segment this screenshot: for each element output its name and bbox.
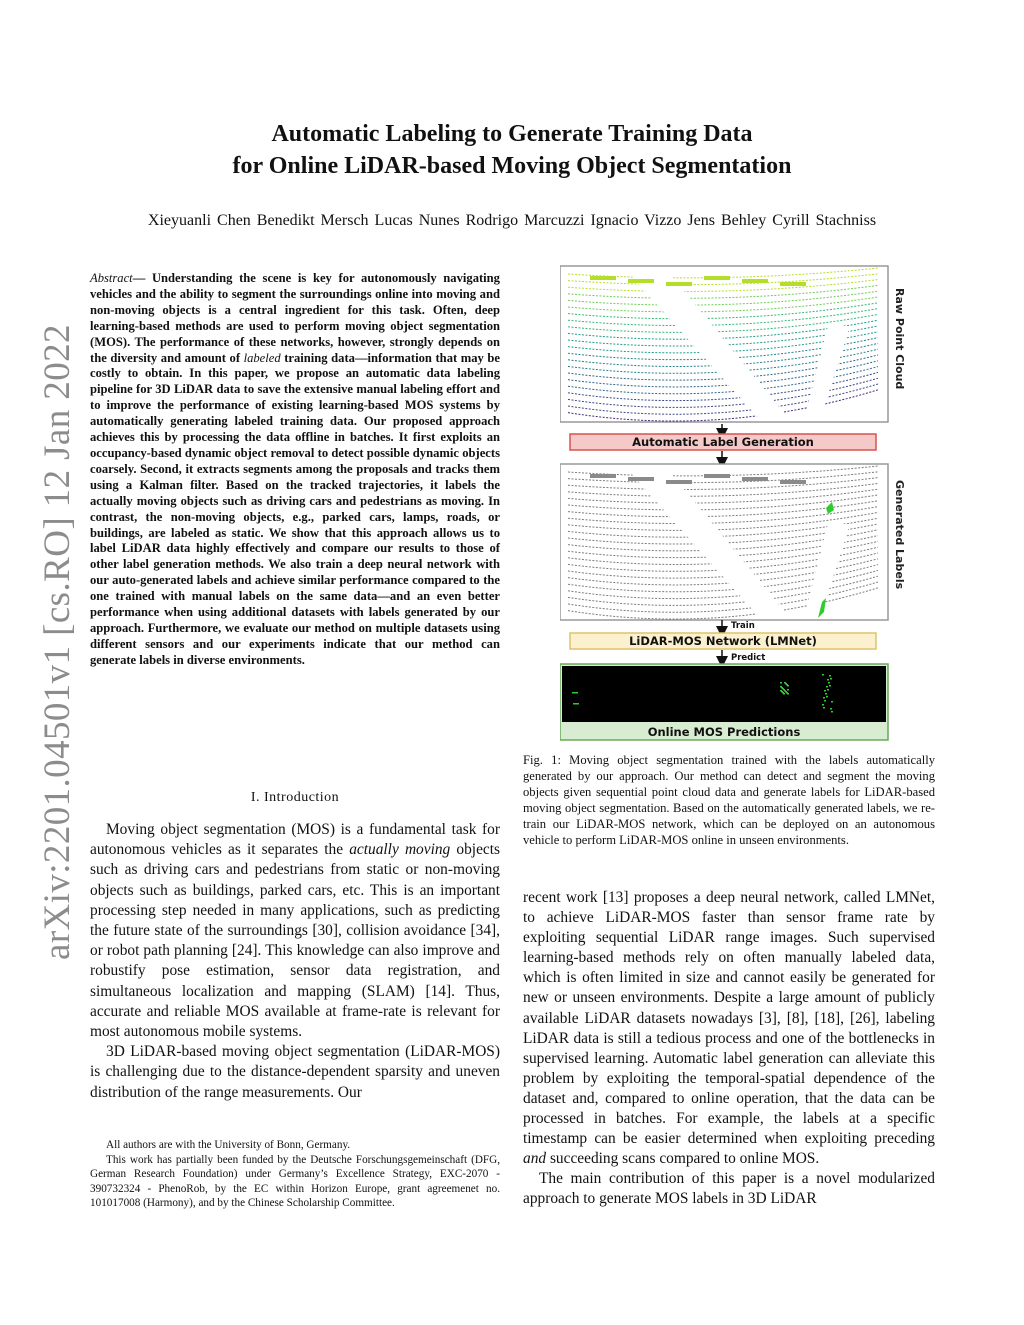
section-heading-introduction: I. Introduction — [250, 790, 340, 805]
right-column-text — [523, 888, 935, 1210]
building-points — [666, 282, 692, 286]
footnote-funding: This work has partially been funded by the Deutsche Forschungsgemeinschaft (DFG, German Research Foundation) under Germany’s Excellence Strategy, EXC-2070 - 390732324 - PhenoRob, by the EC within Horizon Europe, grant agreemenet no. 101017008 (Harmony), and by the Chinese Scholarship Committee. — [90, 1153, 500, 1209]
moving-point — [822, 704, 824, 706]
train-arrow-label: Train — [731, 621, 755, 631]
introduction-text — [90, 820, 500, 1103]
side-label-generated: Generated Labels — [893, 480, 906, 590]
moving-point — [827, 689, 829, 691]
raw-point-cloud-panel — [560, 266, 888, 422]
title-line-2: for Online LiDAR-based Moving Object Segmentation — [232, 153, 792, 179]
moving-point — [787, 689, 789, 691]
lmnet-text: LiDAR-MOS Network (LMNet) — [629, 634, 817, 648]
lmnet-box — [570, 633, 876, 649]
moving-point — [831, 701, 833, 703]
moving-point — [577, 703, 579, 705]
building-points — [590, 276, 616, 280]
side-label-raw: Raw Point Cloud — [893, 288, 906, 390]
moving-point — [825, 693, 827, 695]
intro-p1-emphasis: actually moving — [349, 841, 451, 859]
abstract-emphasis: labeled — [243, 350, 281, 365]
moving-point — [822, 674, 824, 676]
abstract-text-1: Understanding the scene is key for autonomously navigating vehicles and the ability to segment the surroundings online into moving and non-moving objects is a central ingredient for this task. Often, deep learning-based methods are used to perform moving object segmentation (MOS). The performance of these networks, however, strongly depends on the diversity and amount of — [90, 271, 500, 365]
abstract-dash: — — [132, 271, 152, 285]
moving-point — [823, 697, 825, 699]
building-points — [590, 474, 616, 478]
building-points — [704, 276, 730, 280]
intro-paragraph-1 — [90, 820, 500, 1042]
intro-p1-a: Moving object segmentation (MOS) is a fundamental task for autonomous vehicles as it separates the — [90, 821, 500, 859]
arxiv-stamp: arXiv:2201.04501v1 [cs.RO] 12 Jan 2022 — [37, 324, 78, 960]
intro-paragraph-2: 3D LiDAR-based moving object segmentation (LiDAR-MOS) is challenging due to the distance-dependent sparsity and uneven distribution of the range measurements. Our — [90, 1043, 500, 1101]
building-points — [628, 477, 654, 481]
auto-label-text: Automatic Label Generation — [632, 435, 814, 449]
moving-point — [829, 685, 831, 687]
moving-point — [784, 682, 786, 684]
building-points — [742, 279, 768, 283]
intro-p1-b: objects such as driving cars and pedestrians from static or non-moving objects such as buildings, parked cars, etc. This is an important processing step needed in many applications, such as predicting the future state of the surroundings [30], collision avoidance [34], or robot path planning [24]. This knowledge can also improve and robustify pose estimation, sensor data registration, and simultaneous localization and mapping (SLAM) [14]. Thus, accurate and reliable MOS available at frame-rate is relevant for most autonomous mobile systems. — [90, 841, 501, 1041]
moving-point — [827, 679, 829, 681]
moving-point — [575, 703, 577, 705]
building-points — [628, 279, 654, 283]
online-predictions-text: Online MOS Predictions — [647, 725, 801, 739]
moving-point — [574, 692, 576, 694]
moving-point — [780, 690, 782, 692]
building-points — [742, 477, 768, 481]
building-points — [780, 480, 806, 484]
building-points — [666, 480, 692, 484]
figure-caption: Fig. 1: Moving object segmentation trained with the labels automatically generated by our approach. Our method can detect and segment the moving objects given sequential point cloud data and generate labels for LiDAR-based moving object segmentation. Based on the automatically generated labels, we re-train our LiDAR-MOS network, which can be deployed on an autonomous vehicle to perform LiDAR-MOS online in unseen environments. — [523, 753, 935, 847]
paper-title — [90, 118, 934, 182]
moving-point — [576, 692, 578, 694]
abstract-label: Abstract — [90, 271, 133, 285]
right-p1-emphasis: and — [523, 1150, 547, 1168]
online-predictions-panel — [560, 664, 888, 740]
right-paragraph-1 — [523, 888, 935, 1169]
right-p1-a: recent work [13] proposes a deep neural network, called LMNet, to achieve LiDAR-MOS faster than sensor frame rate by exploiting sequential LiDAR range images. Such supervised learning-based methods rely on often manually labeled data, which is often limited in size and cannot easily be generated for new or unseen environments. Despite a large amount of publicly available LiDAR datasets nowadays [3], [8], [18], [26], labeling LiDAR data is still a tedious process and one of the bottlenecks in supervised learning. Automatic label generation can alleviate this problem by exploiting the temporal-spatial dependence of the dataset and, compared to online operation, that the data can be processed in batches. For example, the labels at a specific timestamp can be easier determined when exploiting preceding — [523, 889, 935, 1148]
abstract-text-2: training data—information that may be costly to obtain. In this paper, we propose an automatic data labeling pipeline for 3D LiDAR data to save the extensive manual labeling effort and to improve the performance of existing learning-based MOS systems by automatically generating labeled training data. Our proposed approach achieves this by processing the data offline in batches. It first exploits an occupancy-based dynamic object removal to detect possible dynamic objects coarsely. Second, it extracts segments among the proposals and tracks them using a Kalman filter. Based on the tracked trajectories, it labels the actually moving objects such as driving cars and pedestrians as moving. In contrast, the non-moving objects, e.g., parked cars, lamps, roads, or buildings, are labeled as static. We show that this approach allows us to label LiDAR data highly effectively and compare our results to those of other label generation methods. We also train a deep neural network with our auto-generated labels and achieve similar performance compared to the one trained with manual labels on the same data—and an even better performance when using additional datasets with labels generated by our approach. Furthermore, we evaluate our method on multiple datasets using different sensors and our experiments indicate that our method can generate labels in diverse environments. — [90, 350, 500, 667]
author-list: Xieyuanli Chen Benedikt Mersch Lucas Nunes Rodrigo Marcuzzi Ignacio Vizzo Jens Behley Cyrill Stachniss — [147, 212, 877, 229]
moving-point — [826, 696, 828, 698]
building-points — [780, 282, 806, 286]
moving-point — [780, 686, 782, 688]
figure-1 — [560, 262, 920, 748]
moving-point — [572, 692, 574, 694]
title-line-1: Automatic Labeling to Generate Training Data — [271, 121, 753, 147]
moving-point — [829, 675, 831, 677]
moving-point — [824, 690, 826, 692]
moving-point — [831, 711, 833, 713]
right-paragraph-2: The main contribution of this paper is a novel modularized approach to generate MOS labels in 3D LiDAR — [523, 1170, 935, 1208]
moving-point — [823, 707, 825, 709]
footnotes — [90, 1138, 500, 1211]
moving-point — [830, 708, 832, 710]
building-points — [704, 474, 730, 478]
predict-arrow-label: Predict — [731, 653, 766, 663]
pipeline-diagram — [560, 262, 920, 748]
abstract — [90, 271, 500, 669]
automatic-label-generation-box — [570, 434, 876, 450]
moving-point — [824, 700, 826, 702]
right-p1-b: succeeding scans compared to online MOS. — [546, 1150, 820, 1168]
moving-point — [828, 682, 830, 684]
moving-point — [573, 703, 575, 705]
generated-labels-panel — [560, 464, 888, 620]
moving-point — [826, 686, 828, 688]
moving-point — [780, 682, 782, 684]
footnote-affiliation: All authors are with the University of Bonn, Germany. — [106, 1139, 351, 1151]
moving-point — [830, 678, 832, 680]
